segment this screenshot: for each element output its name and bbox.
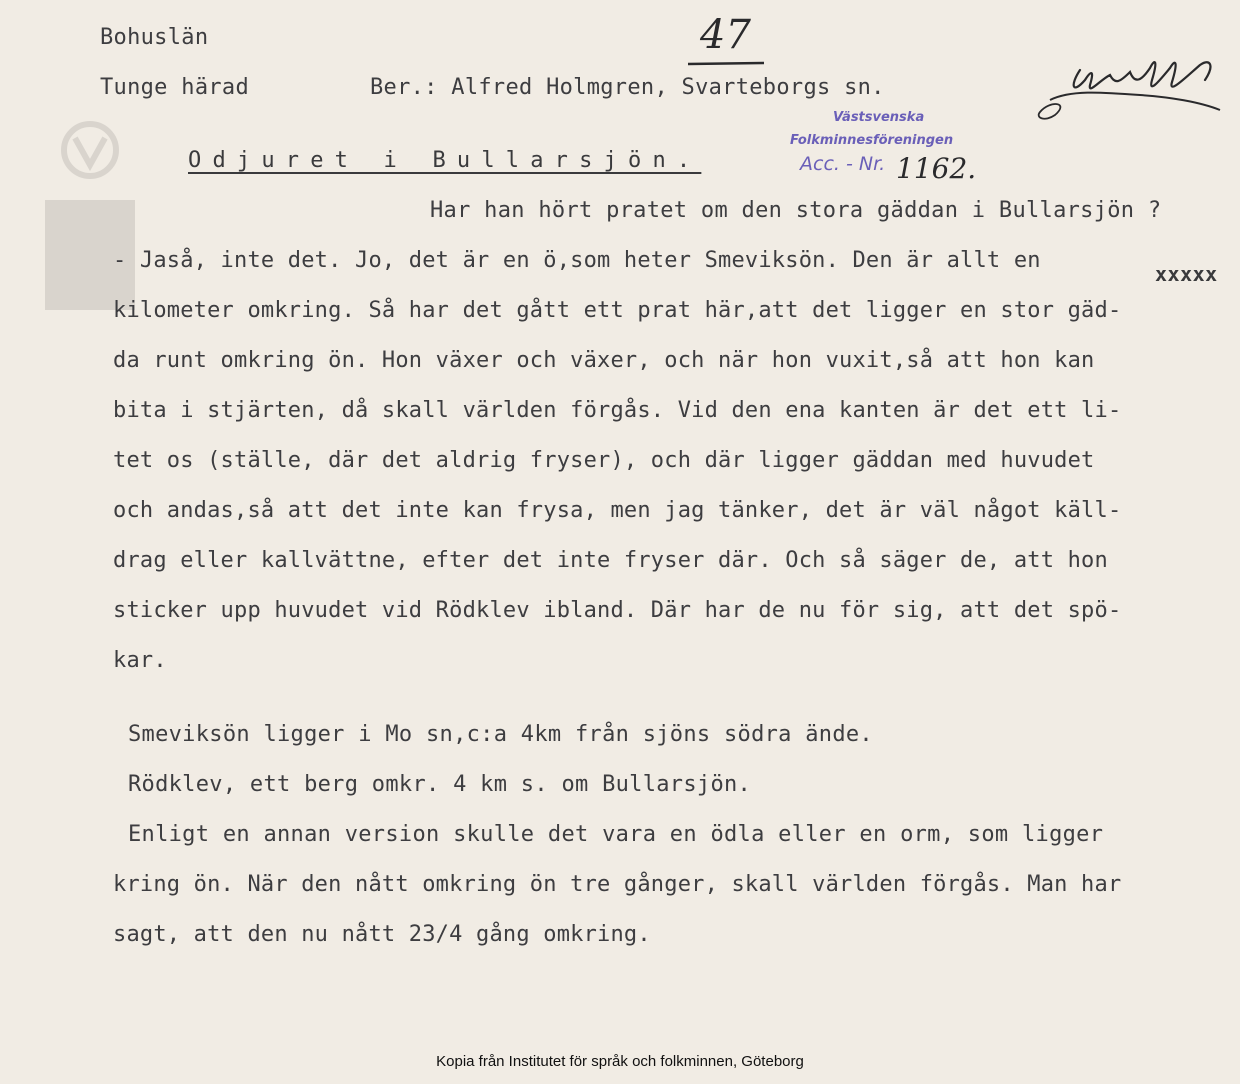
body-line-3: kilometer omkring. Så har det gått ett prat här,att det ligger en stor gäd- bbox=[113, 298, 1122, 323]
page-number: 47 bbox=[700, 12, 751, 58]
district-label: Tunge härad bbox=[100, 75, 249, 100]
body-line-10: kar. bbox=[113, 648, 167, 673]
body-line-6: tet os (ställe, där det aldrig fryser), och där ligger gäddan med huvudet bbox=[113, 448, 1095, 473]
note-line-5: sagt, att den nu nått 23/4 gång omkring. bbox=[113, 922, 651, 947]
informant-label: Ber.: Alfred Holmgren, Svarteborgs sn. bbox=[370, 75, 885, 100]
province-label: Bohuslän bbox=[100, 25, 209, 50]
body-line-4: da runt omkring ön. Hon växer och växer, och när hon vuxit,så att hon kan bbox=[113, 348, 1095, 373]
signature-icon bbox=[1030, 40, 1230, 130]
note-line-1: Smeviksön ligger i Mo sn,c:a 4km från sjöns södra ände. bbox=[128, 722, 873, 747]
stamp-line2: Folkminnesföreningen bbox=[790, 133, 954, 148]
body-line-7: och andas,så att det inte kan frysa, men jag tänker, det är väl något käll- bbox=[113, 498, 1122, 523]
stamp-acc-label: Acc. - Nr. bbox=[800, 153, 886, 175]
body-line-5: bita i stjärten, då skall världen förgås. Vid den ena kanten är det ett li- bbox=[113, 398, 1122, 423]
stamp-line1: Västsvenska bbox=[833, 110, 925, 125]
body-line-9: sticker upp huvudet vid Rödklev ibland. Där har de nu för sig, att det spö- bbox=[113, 598, 1122, 623]
page-number-underline bbox=[686, 60, 766, 68]
struck-out-word: xxxxx bbox=[1155, 262, 1218, 286]
note-line-4: kring ön. När den nått omkring ön tre gånger, skall världen förgås. Man har bbox=[113, 872, 1122, 897]
note-line-3: Enligt en annan version skulle det vara en ödla eller en orm, som ligger bbox=[128, 822, 1104, 847]
body-line-1: Har han hört pratet om den stora gäddan i Bullarsjön ? bbox=[430, 198, 1162, 223]
body-line-2: - Jaså, inte det. Jo, det är en ö,som heter Smeviksön. Den är allt en bbox=[113, 248, 1041, 273]
note-line-2: Rödklev, ett berg omkr. 4 km s. om Bullarsjön. bbox=[128, 772, 752, 797]
stamp-acc-number: 1162. bbox=[896, 152, 977, 185]
show-through-emblem-icon bbox=[30, 120, 150, 320]
body-line-8: drag eller kallvättne, efter det inte fryser där. Och så säger de, att hon bbox=[113, 548, 1108, 573]
archive-footer: Kopia från Institutet för språk och folkminnen, Göteborg bbox=[436, 1053, 804, 1070]
document-title: Odjuret i Bullarsjön. bbox=[188, 148, 702, 173]
